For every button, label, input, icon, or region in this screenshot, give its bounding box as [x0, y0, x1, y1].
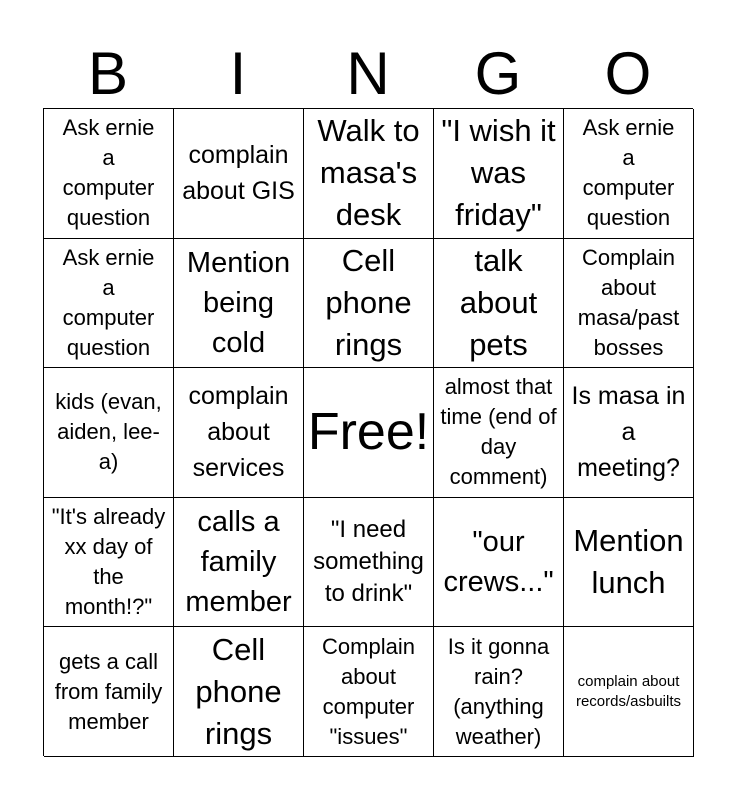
bingo-cell-g2[interactable]: [434, 239, 564, 369]
bingo-cell-n1[interactable]: [304, 109, 434, 239]
bingo-cell-o4[interactable]: [564, 498, 694, 628]
bingo-cell-i4[interactable]: [174, 498, 304, 628]
cell-text: Free!: [307, 403, 430, 462]
cell-text: Ask ernie a computer question: [62, 115, 155, 231]
bingo-cell-o3[interactable]: [564, 368, 694, 498]
cell-text: almost that time (end of day comment): [440, 374, 557, 490]
cell-text: Complain about masa/past bosses: [577, 244, 680, 360]
bingo-cell-i1[interactable]: [174, 109, 304, 239]
bingo-cell-g3[interactable]: [434, 368, 564, 498]
bingo-cell-g1[interactable]: [434, 109, 564, 239]
header-letter-b: B: [87, 40, 129, 107]
bingo-cell-o5[interactable]: [564, 627, 694, 757]
bingo-cell-o2[interactable]: [564, 239, 694, 369]
bingo-cell-n4[interactable]: [304, 498, 434, 628]
bingo-cell-g4[interactable]: [434, 498, 564, 628]
bingo-cell-i2[interactable]: [174, 239, 304, 369]
cell-text: complain about services: [188, 382, 289, 483]
cell-text: Ask ernie a computer question: [582, 115, 675, 231]
cell-text: kids (evan, aiden, lee-a): [55, 389, 162, 475]
bingo-cell-b5[interactable]: [44, 627, 174, 757]
cell-text: Is it gonna rain? (anything weather): [447, 633, 550, 749]
cell-text: Cell phone rings: [195, 631, 282, 751]
bingo-cell-n2[interactable]: [304, 239, 434, 369]
bingo-cell-b3[interactable]: [44, 368, 174, 498]
cell-text: complain about GIS: [182, 141, 295, 206]
cell-text: Is masa in a meeting?: [571, 382, 686, 483]
cell-text: Walk to masa's desk: [317, 113, 420, 233]
cell-text: Complain about computer "issues": [322, 633, 415, 749]
cell-text: "I wish it was friday": [441, 113, 556, 233]
cell-text: "I need something to drink": [313, 516, 424, 608]
header-letter-o: O: [604, 40, 652, 107]
cell-text: Mention lunch: [573, 523, 684, 601]
bingo-cell-i3[interactable]: [174, 368, 304, 498]
cell-text: Cell phone rings: [325, 242, 412, 362]
cell-text: gets a call from family member: [54, 648, 163, 734]
cell-text: calls a family member: [185, 506, 292, 619]
bingo-cell-b4[interactable]: [44, 498, 174, 628]
cell-text: "It's already xx day of the month!?": [51, 504, 166, 620]
bingo-cell-g5[interactable]: [434, 627, 564, 757]
bingo-cell-b1[interactable]: [44, 109, 174, 239]
cell-text: "our crews...": [443, 526, 554, 599]
bingo-cell-o1[interactable]: [564, 109, 694, 239]
bingo-cell-b2[interactable]: [44, 239, 174, 369]
bingo-header: [43, 40, 693, 108]
cell-text: Mention being cold: [186, 246, 291, 359]
cell-text: complain about records/asbuilts: [575, 672, 682, 710]
cell-text: talk about pets: [459, 242, 538, 362]
header-letter-i: I: [229, 40, 247, 107]
bingo-cell-i5[interactable]: [174, 627, 304, 757]
bingo-grid: [43, 108, 693, 756]
header-letter-g: G: [474, 40, 522, 107]
header-letter-n: N: [346, 40, 390, 107]
bingo-cell-n5[interactable]: [304, 627, 434, 757]
bingo-cell-free[interactable]: [304, 368, 434, 498]
cell-text: Ask ernie a computer question: [62, 244, 155, 360]
